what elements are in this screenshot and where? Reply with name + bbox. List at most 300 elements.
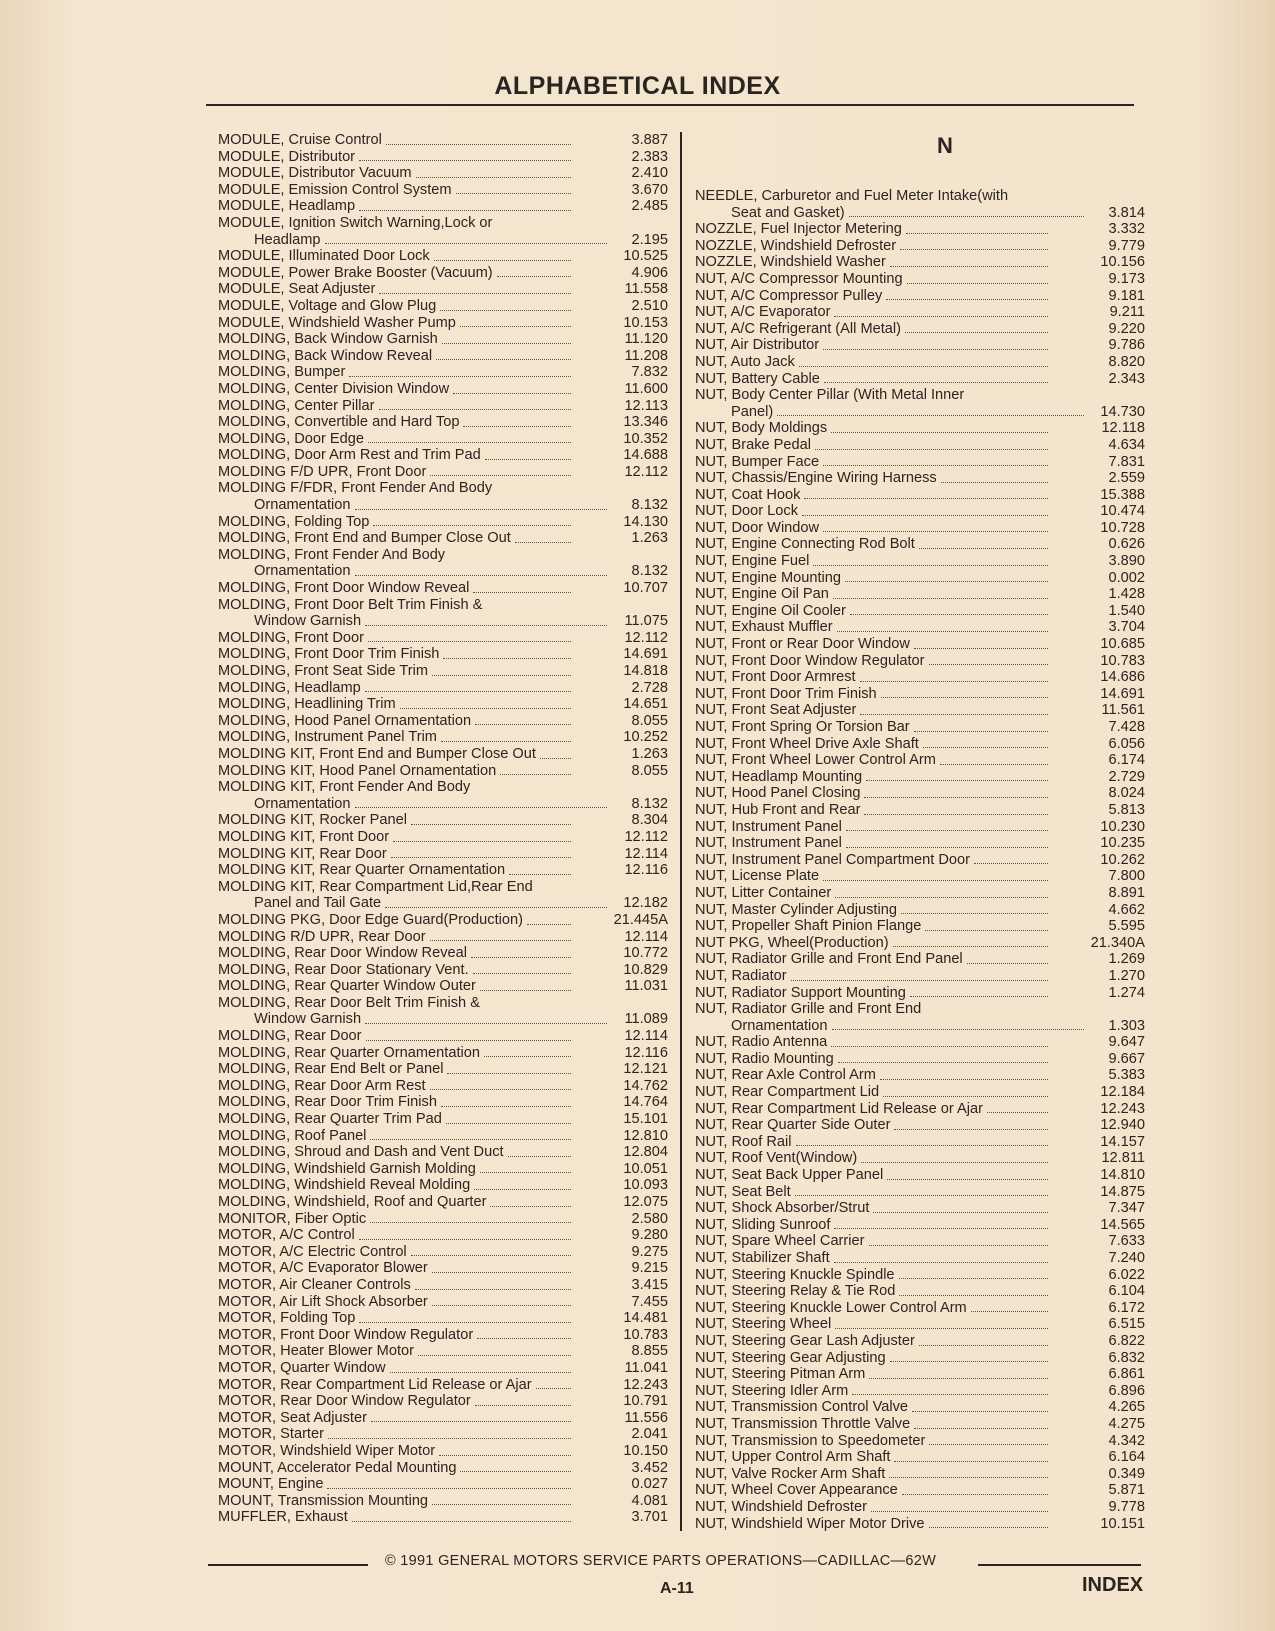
dot-leader: [440, 298, 571, 311]
index-entry-label-wrap: [218, 1061, 573, 1078]
index-entry: [695, 1233, 1147, 1250]
index-entry-label-wrap: [695, 1134, 1050, 1151]
index-entry: [695, 1018, 1147, 1035]
dot-leader: [386, 132, 571, 145]
index-entry-page: 10.707: [623, 580, 668, 597]
index-entry-label: NUT, A/C Evaporator: [695, 304, 831, 321]
dot-leader: [370, 1211, 571, 1224]
index-entry: [695, 1184, 1147, 1201]
index-entry-label: MOLDING, Front End and Bumper Close Out: [218, 530, 511, 547]
index-entry: [695, 570, 1147, 587]
index-entry-label: NUT, Battery Cable: [695, 370, 820, 387]
index-entry-label-wrap: [218, 580, 573, 597]
index-entry: [695, 1250, 1147, 1267]
dot-leader: [370, 1128, 571, 1141]
index-entry-label: NUT, Transmission to Speedometer: [695, 1432, 926, 1449]
index-entry-page: 12.243: [1100, 1100, 1145, 1117]
index-entry-label-wrap: [218, 978, 573, 995]
index-entry-label: MOLDING KIT, Rear Door: [218, 845, 387, 862]
dot-leader: [929, 1516, 1049, 1529]
index-entry-label-wrap: [218, 862, 573, 879]
index-entry: [695, 404, 1147, 421]
index-entry-label: MOLDING R/D UPR, Rear Door: [218, 928, 426, 945]
index-entry: [218, 1343, 670, 1360]
dot-leader: [914, 636, 1048, 649]
index-entry-label: MOLDING, Rear Door Trim Finish: [218, 1094, 437, 1111]
index-entry: [218, 746, 670, 763]
index-entry: [218, 331, 670, 348]
index-entry: [695, 1134, 1147, 1151]
index-entry-page: 3.814: [1108, 204, 1145, 221]
index-entry-label-line: MOLDING KIT, Front Fender And Body: [218, 779, 471, 796]
index-entry-label: MOTOR, Rear Compartment Lid Release or Ajar: [218, 1376, 532, 1393]
index-entry: [218, 1111, 670, 1128]
dot-leader: [861, 1150, 1048, 1163]
index-entry-label-wrap: [218, 514, 573, 531]
index-entry-page: 5.813: [1108, 801, 1145, 818]
index-entry-page: 10.685: [1100, 636, 1145, 653]
dot-leader: [527, 912, 571, 925]
dot-leader: [327, 1476, 571, 1489]
index-entry-page: 2.510: [631, 297, 668, 314]
dot-leader: [889, 1466, 1048, 1479]
index-entry-page: 1.274: [1108, 984, 1145, 1001]
dot-leader: [480, 978, 571, 991]
index-entry-page: 6.174: [1108, 752, 1145, 769]
index-entry-label: MOTOR, Air Lift Shock Absorber: [218, 1293, 428, 1310]
index-entry-label-wrap: [218, 1377, 573, 1394]
index-entry-label-wrap: [218, 763, 573, 780]
index-entry-label: NUT, Windshield Wiper Motor Drive: [695, 1515, 925, 1532]
index-entry-page: 12.114: [624, 1028, 668, 1045]
index-entry-label: MOUNT, Transmission Mounting: [218, 1492, 429, 1509]
index-entry-label: NUT, Steering Knuckle Spindle: [695, 1266, 895, 1283]
index-entry-label-wrap: [695, 1433, 1050, 1450]
index-entry: [695, 487, 1147, 504]
index-entry-label: NUT PKG, Wheel(Production): [695, 934, 889, 951]
index-entry-page: 0.027: [631, 1476, 668, 1493]
index-entry-label-wrap: [218, 149, 573, 166]
index-entry-page: 10.093: [623, 1177, 668, 1194]
index-entry: [218, 763, 670, 780]
index-entry-label-wrap: [218, 1393, 573, 1410]
index-entry-label-wrap: [695, 1383, 1050, 1400]
index-entry-page: 12.113: [624, 397, 668, 414]
dot-leader: [881, 686, 1048, 699]
index-entry-label: Window Garnish: [254, 1011, 362, 1028]
index-entry-page: 3.890: [1108, 553, 1145, 570]
index-entry-label-line: MOLDING F/FDR, Front Fender And Body: [218, 480, 493, 497]
index-entry: [218, 414, 670, 431]
dot-leader: [460, 315, 571, 328]
index-entry-label-wrap: [218, 530, 573, 547]
index-entry: [218, 497, 670, 514]
index-entry: [218, 1310, 670, 1327]
index-entry-label: MOTOR, A/C Evaporator Blower: [218, 1260, 428, 1277]
index-entry-label: MOLDING, Rear Door Stationary Vent.: [218, 961, 469, 978]
index-entry-label-wrap: [695, 437, 1050, 454]
index-entry-label: NUT, Roof Vent(Window): [695, 1150, 858, 1167]
index-entry-page: 4.634: [1108, 436, 1145, 453]
index-entry: [695, 254, 1147, 271]
index-entry-label: MOLDING, Rear Door Arm Rest: [218, 1077, 426, 1094]
index-entry: [695, 586, 1147, 603]
index-entry-page: 8.132: [631, 563, 668, 580]
index-entry-label-wrap: [695, 902, 1050, 919]
index-entry-label: NUT, Steering Pitman Arm: [695, 1366, 866, 1383]
index-entry-label: NUT, Valve Rocker Arm Shaft: [695, 1465, 886, 1482]
dot-leader: [536, 1377, 571, 1390]
index-entry-label: NUT, Steering Gear Lash Adjuster: [695, 1332, 915, 1349]
dot-leader: [416, 165, 571, 178]
index-entry-label-line: MODULE, Ignition Switch Warning,Lock or: [218, 214, 493, 231]
dot-leader: [447, 1061, 571, 1074]
index-entry-label: MODULE, Headlamp: [218, 198, 356, 215]
dot-leader: [823, 520, 1048, 533]
index-entry-page: 12.184: [1100, 1084, 1145, 1101]
index-entry-label: MOLDING KIT, Rear Quarter Ornamentation: [218, 862, 506, 879]
index-entry: [695, 619, 1147, 636]
index-entry: [695, 1499, 1147, 1516]
dot-leader: [890, 1350, 1048, 1363]
index-entry-label-wrap: [695, 321, 1050, 338]
dot-leader: [831, 420, 1048, 433]
dot-leader: [815, 437, 1048, 450]
index-entry-page: 7.633: [1108, 1233, 1145, 1250]
index-entry: [218, 912, 670, 929]
index-entry-page: 9.181: [1108, 287, 1145, 304]
index-entry-label-wrap: [218, 563, 609, 580]
index-entry-page: 6.104: [1108, 1283, 1145, 1300]
index-entry-label-wrap: [218, 945, 573, 962]
index-entry-label-wrap: [695, 686, 1050, 703]
index-entry-page: 14.686: [1100, 669, 1145, 686]
index-entry-page: 10.352: [623, 430, 668, 447]
dot-leader: [442, 331, 571, 344]
index-entry-page: 9.786: [1108, 337, 1145, 354]
dot-leader: [804, 487, 1048, 500]
index-entry: [695, 985, 1147, 1002]
section-letter: N: [937, 133, 953, 158]
index-entry-label-line: NUT, Radiator Grille and Front End: [695, 1001, 922, 1018]
dot-leader: [368, 431, 571, 444]
index-entry-label-wrap: [695, 1449, 1050, 1466]
index-entry-page: 12.121: [623, 1061, 668, 1078]
index-entry-label-wrap: [695, 1366, 1050, 1383]
index-entry-label: NUT, Radiator: [695, 967, 787, 984]
index-entry: [695, 1449, 1147, 1466]
dot-leader: [453, 381, 571, 394]
index-entry: [695, 918, 1147, 935]
index-entry: [695, 1117, 1147, 1134]
dot-leader: [846, 819, 1048, 832]
dot-leader: [791, 968, 1048, 981]
index-entry-label: NUT, Front Door Window Regulator: [695, 652, 925, 669]
index-entry-label-wrap: [695, 619, 1050, 636]
dot-leader: [864, 785, 1048, 798]
dot-leader: [860, 669, 1048, 682]
dot-leader: [864, 802, 1048, 815]
index-entry-page: 9.779: [1108, 237, 1145, 254]
index-entry-label: NUT, Front Wheel Lower Control Arm: [695, 752, 936, 769]
dot-leader: [373, 514, 571, 527]
index-entry-page: 1.263: [631, 745, 668, 762]
dot-leader: [910, 985, 1048, 998]
dot-leader: [379, 281, 571, 294]
index-entry: [695, 1084, 1147, 1101]
index-entry: [218, 431, 670, 448]
index-entry-label: MODULE, Distributor: [218, 148, 356, 165]
index-entry-label: MOLDING, Bumper: [218, 364, 346, 381]
index-entry: [218, 1377, 670, 1394]
index-entry-page: 11.600: [624, 380, 668, 397]
index-entry-page: 8.891: [1108, 884, 1145, 901]
index-entry-label: MOTOR, Windshield Wiper Motor: [218, 1442, 436, 1459]
dot-leader: [430, 464, 571, 477]
index-entry-label-wrap: [695, 968, 1050, 985]
index-entry-page: 2.728: [631, 679, 668, 696]
dot-leader: [366, 1028, 571, 1041]
index-entry: [695, 371, 1147, 388]
index-entry-page: 12.182: [623, 895, 668, 912]
index-entry-label-wrap: [218, 613, 609, 630]
index-entry-label-wrap: [218, 281, 573, 298]
index-entry-label: MOLDING, Instrument Panel Trim: [218, 729, 437, 746]
index-entry-page: 10.051: [623, 1160, 668, 1177]
index-entry-page: 2.410: [631, 165, 668, 182]
index-entry-label-wrap: [695, 868, 1050, 885]
index-entry-label: MOLDING, Headlamp: [218, 679, 361, 696]
dot-leader: [873, 1200, 1048, 1213]
index-entry: [218, 1227, 670, 1244]
index-entry-label: NUT, Instrument Panel: [695, 835, 842, 852]
dot-leader: [365, 1011, 607, 1024]
dot-leader: [485, 447, 571, 460]
dot-leader: [813, 553, 1048, 566]
index-entry: [218, 298, 670, 315]
index-entry-label: NUT, Engine Connecting Rod Bolt: [695, 536, 915, 553]
index-entry-label: NUT, Air Distributor: [695, 337, 820, 354]
index-entry-label: NOZZLE, Fuel Injector Metering: [695, 221, 902, 238]
index-entry-label: NUT, Body Moldings: [695, 420, 828, 437]
dot-leader: [508, 1144, 571, 1157]
index-entry-page: 6.896: [1108, 1382, 1145, 1399]
index-entry-page: 7.347: [1108, 1200, 1145, 1217]
index-entry-label: Panel and Tail Gate: [254, 895, 382, 912]
index-entry-label: NUT, Seat Belt: [695, 1183, 791, 1200]
index-entry: [218, 1294, 670, 1311]
dot-leader: [473, 962, 571, 975]
index-entry-label-wrap: [218, 1028, 573, 1045]
index-entry-label-wrap: [218, 1360, 573, 1377]
index-entry-label-wrap: [218, 1426, 573, 1443]
index-entry-page: 4.662: [1108, 901, 1145, 918]
dot-leader: [834, 304, 1048, 317]
dot-leader: [845, 570, 1048, 583]
index-entry: [695, 205, 1147, 222]
index-entry-label-wrap: [218, 1410, 573, 1427]
index-entry-label-wrap: [695, 752, 1050, 769]
dot-leader: [393, 829, 571, 842]
index-entry: [218, 978, 670, 995]
index-entry-page: 4.265: [1108, 1399, 1145, 1416]
copyright-notice: © 1991 GENERAL MOTORS SERVICE PARTS OPERATIONS—CADILLAC—62W: [385, 1553, 937, 1569]
index-entry: [695, 686, 1147, 703]
dot-leader: [515, 530, 571, 543]
dot-leader: [480, 1161, 571, 1174]
index-entry-label-wrap: [695, 238, 1050, 255]
dot-leader: [441, 729, 571, 742]
index-entry-page: 5.871: [1108, 1482, 1145, 1499]
index-entry-label-wrap: [695, 802, 1050, 819]
index-entry-page: 14.130: [623, 513, 668, 530]
index-entry-label: MOTOR, Quarter Window: [218, 1359, 386, 1376]
index-entry-page: 6.515: [1108, 1316, 1145, 1333]
dot-leader: [919, 1333, 1048, 1346]
index-entry-label-wrap: [218, 1277, 573, 1294]
index-entry: [218, 862, 670, 879]
index-entry-label-wrap: [218, 1443, 573, 1460]
index-entry: [218, 1443, 670, 1460]
footer-rule-left: [208, 1564, 368, 1566]
index-entry-label: MOLDING, Hood Panel Ornamentation: [218, 712, 472, 729]
dot-leader: [371, 1410, 571, 1423]
index-entry: [695, 852, 1147, 869]
index-entry-label: MOLDING, Convertible and Hard Top: [218, 414, 460, 431]
index-entry-label-wrap: [695, 951, 1050, 968]
index-entry: [695, 1482, 1147, 1499]
index-entry: [218, 1161, 670, 1178]
index-entry-label: NUT, Spare Wheel Carrier: [695, 1233, 865, 1250]
index-entry-page: 11.208: [624, 347, 668, 364]
dot-leader: [905, 321, 1048, 334]
index-entry: [218, 846, 670, 863]
index-entry-page: 0.002: [1108, 569, 1145, 586]
index-entry-page: 2.041: [631, 1426, 668, 1443]
index-entry-label-wrap: [218, 1094, 573, 1111]
index-entry-label-wrap: [218, 1211, 573, 1228]
index-entry-label-wrap: [218, 1227, 573, 1244]
index-entry-label: MOLDING, Rear Door: [218, 1028, 362, 1045]
dot-leader: [869, 1233, 1049, 1246]
index-entry-label: MOLDING KIT, Rocker Panel: [218, 812, 407, 829]
index-entry-label-wrap: [218, 829, 573, 846]
index-entry-label: MOTOR, Front Door Window Regulator: [218, 1326, 474, 1343]
index-entry-label-wrap: [218, 1343, 573, 1360]
index-entry-page: 6.172: [1108, 1299, 1145, 1316]
index-entry-label-wrap: [218, 1493, 573, 1510]
index-entry-label: NUT, Litter Container: [695, 884, 832, 901]
index-entry: [695, 736, 1147, 753]
footer-rule-right: [978, 1564, 1141, 1566]
index-entry: [218, 812, 670, 829]
index-entry: [218, 464, 670, 481]
index-entry-label: MOLDING KIT, Hood Panel Ornamentation: [218, 762, 497, 779]
dot-leader: [463, 414, 571, 427]
index-entry-label: MOLDING, Headlining Trim: [218, 696, 396, 713]
dot-leader: [906, 221, 1048, 234]
index-entry-label: MOLDING, Folding Top: [218, 513, 370, 530]
dot-leader: [456, 182, 571, 195]
index-entry-label-wrap: [695, 819, 1050, 836]
index-entry: [218, 929, 670, 946]
index-entry-label: NUT, Coat Hook: [695, 486, 801, 503]
dot-leader: [907, 271, 1048, 284]
dot-leader: [390, 1360, 571, 1373]
dot-leader: [899, 1283, 1048, 1296]
index-entry: [218, 663, 670, 680]
index-entry: [218, 248, 670, 265]
index-entry: [695, 951, 1147, 968]
dot-leader: [368, 630, 571, 643]
dot-leader: [359, 1227, 571, 1240]
index-entry: [695, 669, 1147, 686]
index-entry-page: 14.730: [1100, 403, 1145, 420]
index-entry-page: 9.778: [1108, 1498, 1145, 1515]
index-entry-label-wrap: [218, 414, 573, 431]
index-entry-label: MOLDING, Windshield, Roof and Quarter: [218, 1194, 487, 1210]
index-entry-page: 4.081: [631, 1492, 668, 1509]
dot-leader: [352, 1509, 571, 1522]
index-entry-page: 14.875: [1100, 1183, 1145, 1200]
dot-leader: [831, 1034, 1048, 1047]
index-entry-label-wrap: [695, 1184, 1050, 1201]
index-entry-label: NUT, Master Cylinder Adjusting: [695, 901, 897, 918]
index-entry-page: 4.342: [1108, 1432, 1145, 1449]
index-entry-page: 3.701: [631, 1509, 668, 1526]
index-entry-label: NUT, Steering Wheel: [695, 1316, 832, 1333]
index-entry-label-wrap: [218, 165, 573, 182]
index-entry-label: NUT, Propeller Shaft Pinion Flange: [695, 918, 922, 935]
index-entry: [695, 470, 1147, 487]
index-entry-page: 6.832: [1108, 1349, 1145, 1366]
dot-leader: [418, 1343, 571, 1356]
index-entry-page: 12.112: [624, 828, 668, 845]
index-entry-label: NUT, A/C Compressor Mounting: [695, 270, 903, 287]
index-entry-label-wrap: [695, 536, 1050, 553]
index-entry-label: MODULE, Voltage and Glow Plug: [218, 297, 437, 314]
index-entry-label-wrap: [218, 1327, 573, 1344]
index-entry-page: 14.810: [1100, 1167, 1145, 1184]
index-entry: [218, 530, 670, 547]
dot-leader: [823, 337, 1048, 350]
index-entry-label-wrap: [695, 669, 1050, 686]
index-entry-label-wrap: [695, 503, 1050, 520]
index-entry-label: MOLDING, Shroud and Dash and Vent Duct: [218, 1144, 504, 1161]
index-entry: [218, 630, 670, 647]
index-entry-page: 12.114: [624, 845, 668, 862]
index-entry-label-wrap: [695, 1167, 1050, 1184]
index-entry: [695, 636, 1147, 653]
index-entry-label-wrap: [218, 663, 573, 680]
dot-leader: [852, 1383, 1048, 1396]
index-entry-label-wrap: [218, 1144, 573, 1161]
index-entry: [695, 719, 1147, 736]
dot-leader: [777, 404, 1084, 417]
index-entry-page: 14.157: [1100, 1133, 1145, 1150]
index-entry-label: NUT, Engine Oil Pan: [695, 586, 829, 603]
index-entry-label: MOTOR, Folding Top: [218, 1310, 356, 1327]
index-entry: [695, 603, 1147, 620]
index-entry: [218, 1061, 670, 1078]
index-entry: [218, 796, 670, 813]
index-entry-page: 0.349: [1108, 1465, 1145, 1482]
dot-leader: [887, 1167, 1048, 1180]
index-entry-label: Ornamentation: [254, 497, 351, 514]
index-entry-label: MOLDING, Front Door Trim Finish: [218, 646, 440, 663]
index-entry-page: 3.670: [631, 181, 668, 198]
index-entry-page: 8.132: [631, 795, 668, 812]
